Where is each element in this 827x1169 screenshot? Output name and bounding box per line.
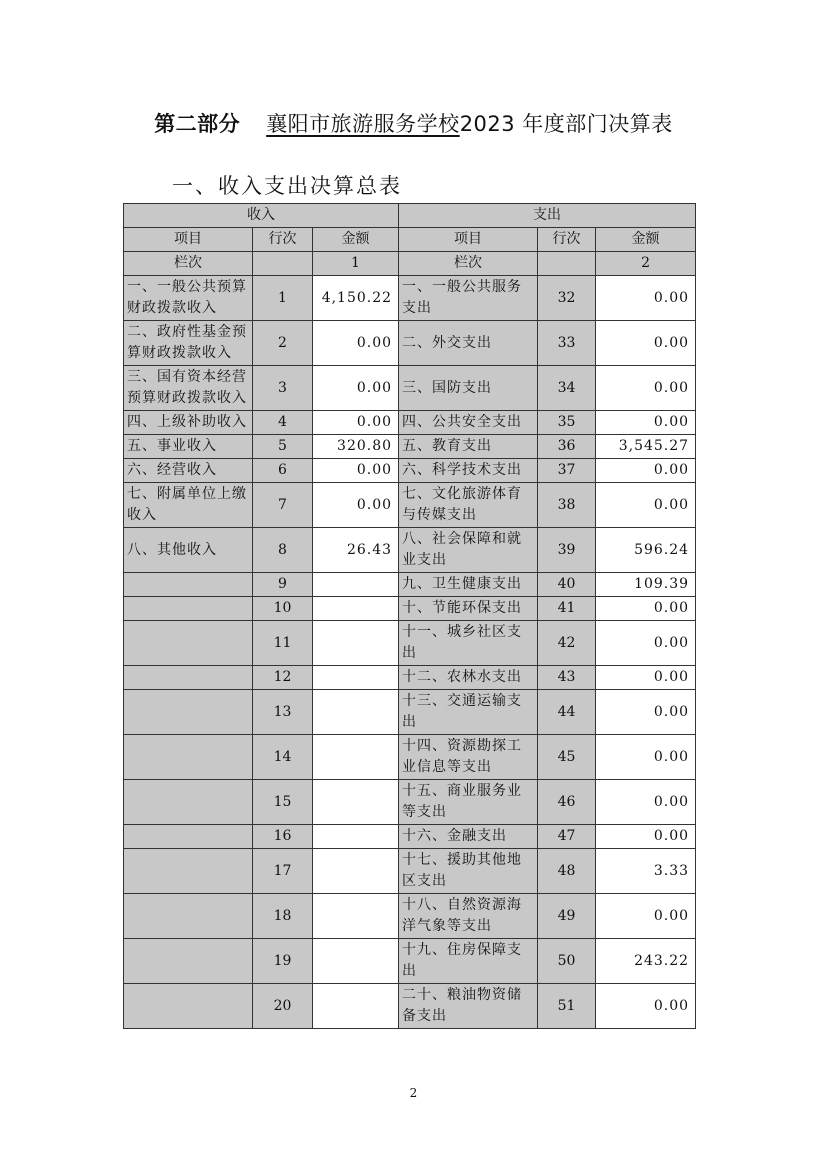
table-row — [124, 528, 696, 573]
income-amount-cell — [313, 894, 399, 939]
income-item-cell — [124, 984, 253, 1029]
expense-amount-cell: 243.22 — [596, 939, 696, 984]
expense-item-cell: 十二、农林水支出 — [399, 666, 538, 690]
income-item-cell — [124, 849, 253, 894]
income-line-cell: 3 — [253, 366, 313, 411]
expense-line-cell: 42 — [538, 621, 596, 666]
table-row — [124, 780, 696, 825]
expense-line-cell: 35 — [538, 411, 596, 435]
income-item-cell — [124, 939, 253, 984]
income-line-cell: 4 — [253, 411, 313, 435]
expense-item-cell: 九、卫生健康支出 — [399, 573, 538, 597]
income-line-header: 行次 — [253, 228, 313, 252]
income-line-cell: 18 — [253, 894, 313, 939]
page-number: 2 — [409, 1086, 418, 1100]
expense-line-cell: 47 — [538, 825, 596, 849]
title-part: 第二部分 — [154, 112, 241, 136]
income-item-cell: 四、上级补助收入 — [124, 411, 253, 435]
section-title: 一、收入支出决算总表 — [172, 174, 402, 198]
table-row — [124, 366, 696, 411]
expense-amount-cell: 0.00 — [596, 276, 696, 321]
expense-amount-cell: 3,545.27 — [596, 435, 696, 459]
income-amount-cell: 320.80 — [313, 435, 399, 459]
expense-amount-cell: 0.00 — [596, 321, 696, 366]
table-row — [124, 411, 696, 435]
table-row — [124, 597, 696, 621]
income-amount-header: 金额 — [313, 228, 399, 252]
expense-item-cell: 二、外交支出 — [399, 321, 538, 366]
expense-amount-cell: 0.00 — [596, 735, 696, 780]
income-amount-cell — [313, 666, 399, 690]
income-item-cell — [124, 735, 253, 780]
expense-amount-cell: 0.00 — [596, 690, 696, 735]
table-row — [124, 939, 696, 984]
expense-line-cell: 33 — [538, 321, 596, 366]
table-header-row — [124, 204, 696, 228]
income-amount-cell — [313, 573, 399, 597]
expense-item-cell: 十八、自然资源海洋气象等支出 — [399, 894, 538, 939]
income-amount-cell: 4,150.22 — [313, 276, 399, 321]
income-item-cell — [124, 825, 253, 849]
income-item-header: 项目 — [124, 228, 253, 252]
expense-line-cell: 41 — [538, 597, 596, 621]
expense-amount-cell: 0.00 — [596, 666, 696, 690]
income-lanci-label: 栏次 — [124, 252, 253, 276]
expense-amount-cell: 0.00 — [596, 411, 696, 435]
table-row — [124, 984, 696, 1029]
expense-line-cell: 48 — [538, 849, 596, 894]
income-amount-cell — [313, 735, 399, 780]
expense-line-cell: 40 — [538, 573, 596, 597]
income-line-cell: 17 — [253, 849, 313, 894]
expense-item-cell: 十五、商业服务业等支出 — [399, 780, 538, 825]
income-column-number: 1 — [313, 252, 399, 276]
expense-amount-cell: 0.00 — [596, 366, 696, 411]
expense-amount-cell: 0.00 — [596, 894, 696, 939]
expense-line-cell: 44 — [538, 690, 596, 735]
expense-line-header: 行次 — [538, 228, 596, 252]
expense-item-cell: 十九、住房保障支出 — [399, 939, 538, 984]
column-header-row — [124, 228, 696, 252]
page-title — [0, 108, 827, 138]
expense-item-cell: 十七、援助其他地区支出 — [399, 849, 538, 894]
table-row — [124, 825, 696, 849]
expense-amount-cell: 0.00 — [596, 984, 696, 1029]
expense-line-cell: 34 — [538, 366, 596, 411]
income-line-cell: 10 — [253, 597, 313, 621]
income-line-cell: 7 — [253, 483, 313, 528]
expense-line-cell: 39 — [538, 528, 596, 573]
table-row — [124, 276, 696, 321]
income-amount-cell — [313, 621, 399, 666]
income-amount-cell — [313, 849, 399, 894]
income-amount-cell — [313, 984, 399, 1029]
income-line-cell: 2 — [253, 321, 313, 366]
table-body — [124, 204, 696, 1029]
expense-item-cell: 十四、资源勘探工业信息等支出 — [399, 735, 538, 780]
income-amount-cell — [313, 939, 399, 984]
expense-amount-cell: 0.00 — [596, 780, 696, 825]
income-item-cell — [124, 780, 253, 825]
expense-line-cell: 32 — [538, 276, 596, 321]
table-row — [124, 459, 696, 483]
table-row — [124, 435, 696, 459]
expense-line-cell: 49 — [538, 894, 596, 939]
title-organization: 襄阳市旅游服务学校 — [266, 112, 460, 136]
expense-lanci-label: 栏次 — [399, 252, 538, 276]
expense-line-cell: 43 — [538, 666, 596, 690]
income-item-cell: 七、附属单位上缴收入 — [124, 483, 253, 528]
expense-item-cell: 四、公共安全支出 — [399, 411, 538, 435]
expense-amount-cell: 109.39 — [596, 573, 696, 597]
expense-line-cell: 46 — [538, 780, 596, 825]
income-line-cell: 1 — [253, 276, 313, 321]
income-amount-cell: 0.00 — [313, 411, 399, 435]
income-line-cell: 16 — [253, 825, 313, 849]
expense-column-number: 2 — [596, 252, 696, 276]
expense-item-cell: 一、一般公共服务支出 — [399, 276, 538, 321]
expense-line-cell: 38 — [538, 483, 596, 528]
income-line-cell: 20 — [253, 984, 313, 1029]
expense-amount-cell: 0.00 — [596, 459, 696, 483]
expense-item-cell: 六、科学技术支出 — [399, 459, 538, 483]
income-line-cell: 11 — [253, 621, 313, 666]
expense-amount-cell: 3.33 — [596, 849, 696, 894]
expense-line-cell: 45 — [538, 735, 596, 780]
income-header: 收入 — [124, 204, 399, 228]
expense-line-cell: 37 — [538, 459, 596, 483]
table-row — [124, 621, 696, 666]
income-line-cell: 13 — [253, 690, 313, 735]
expense-item-header: 项目 — [399, 228, 538, 252]
expense-amount-cell: 0.00 — [596, 597, 696, 621]
income-item-cell: 一、一般公共预算财政拨款收入 — [124, 276, 253, 321]
income-expense-table — [123, 203, 696, 1029]
expense-amount-cell: 596.24 — [596, 528, 696, 573]
table-row — [124, 690, 696, 735]
expense-item-cell: 七、文化旅游体育与传媒支出 — [399, 483, 538, 528]
income-item-cell: 六、经营收入 — [124, 459, 253, 483]
table-row — [124, 849, 696, 894]
income-line-cell: 6 — [253, 459, 313, 483]
income-item-cell — [124, 573, 253, 597]
income-item-cell — [124, 621, 253, 666]
expense-amount-cell: 0.00 — [596, 825, 696, 849]
income-lanci-empty — [253, 252, 313, 276]
income-line-cell: 19 — [253, 939, 313, 984]
income-amount-cell: 0.00 — [313, 321, 399, 366]
expense-item-cell: 二十、粮油物资储备支出 — [399, 984, 538, 1029]
expense-item-cell: 十、节能环保支出 — [399, 597, 538, 621]
income-amount-cell: 0.00 — [313, 459, 399, 483]
income-amount-cell — [313, 690, 399, 735]
income-line-cell: 15 — [253, 780, 313, 825]
income-amount-cell — [313, 597, 399, 621]
income-line-cell: 5 — [253, 435, 313, 459]
table-row — [124, 894, 696, 939]
expense-item-cell: 十六、金融支出 — [399, 825, 538, 849]
expense-item-cell: 十一、城乡社区支出 — [399, 621, 538, 666]
expense-item-cell: 五、教育支出 — [399, 435, 538, 459]
expense-header: 支出 — [399, 204, 696, 228]
expense-amount-cell: 0.00 — [596, 483, 696, 528]
income-line-cell: 14 — [253, 735, 313, 780]
income-amount-cell: 0.00 — [313, 366, 399, 411]
expense-item-cell: 三、国防支出 — [399, 366, 538, 411]
income-item-cell: 八、其他收入 — [124, 528, 253, 573]
expense-line-cell: 36 — [538, 435, 596, 459]
income-item-cell: 二、政府性基金预算财政拨款收入 — [124, 321, 253, 366]
expense-line-cell: 51 — [538, 984, 596, 1029]
table-row — [124, 573, 696, 597]
income-item-cell: 五、事业收入 — [124, 435, 253, 459]
income-line-cell: 12 — [253, 666, 313, 690]
table-row — [124, 321, 696, 366]
income-item-cell — [124, 597, 253, 621]
expense-item-cell: 八、社会保障和就业支出 — [399, 528, 538, 573]
income-item-cell — [124, 690, 253, 735]
table-row — [124, 483, 696, 528]
income-line-cell: 9 — [253, 573, 313, 597]
title-report-name: 2023 年度部门决算表 — [459, 112, 673, 136]
expense-amount-header: 金额 — [596, 228, 696, 252]
expense-lanci-empty — [538, 252, 596, 276]
income-amount-cell: 0.00 — [313, 483, 399, 528]
income-item-cell — [124, 894, 253, 939]
expense-item-cell: 十三、交通运输支出 — [399, 690, 538, 735]
income-line-cell: 8 — [253, 528, 313, 573]
income-amount-cell: 26.43 — [313, 528, 399, 573]
income-item-cell — [124, 666, 253, 690]
income-amount-cell — [313, 780, 399, 825]
income-amount-cell — [313, 825, 399, 849]
income-item-cell: 三、国有资本经营预算财政拨款收入 — [124, 366, 253, 411]
column-number-row — [124, 252, 696, 276]
table-row — [124, 666, 696, 690]
expense-line-cell: 50 — [538, 939, 596, 984]
expense-amount-cell: 0.00 — [596, 621, 696, 666]
table-row — [124, 735, 696, 780]
